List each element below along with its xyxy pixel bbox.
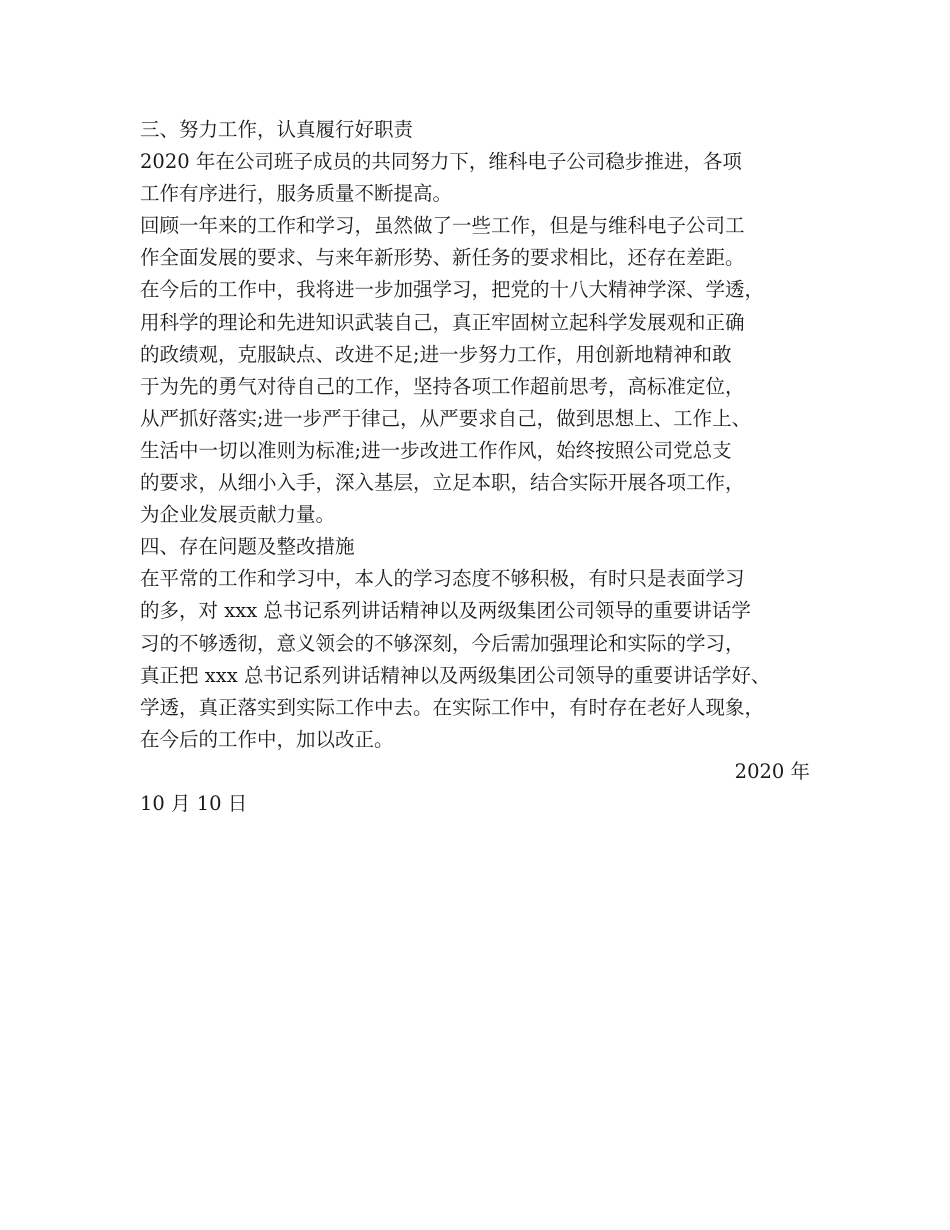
section-heading-3: 三、努力工作，认真履行好职责 bbox=[140, 118, 414, 141]
paragraph-line: 的要求，从细小入手，深入基层，立足本职，结合实际开展各项工作， bbox=[140, 471, 745, 495]
paragraph-line: 真正把 xxx 总书记系列讲话精神以及两级集团公司领导的重要讲话学好、 bbox=[140, 663, 771, 687]
section-heading-4: 四、存在问题及整改措施 bbox=[140, 535, 355, 559]
paragraph-line: 用科学的理论和先进知识武装自己，真正牢固树立起科学发展观和正确 bbox=[140, 310, 745, 334]
paragraph-line: 2020 年在公司班子成员的共同努力下，维科电子公司稳步推进，各项 bbox=[140, 150, 742, 174]
paragraph-line: 工作有序进行，服务质量不断提高。 bbox=[140, 182, 453, 206]
paragraph-line: 为企业发展贡献力量。 bbox=[140, 503, 336, 527]
date-day: 10 月 10 日 bbox=[140, 791, 248, 815]
paragraph-line: 在今后的工作中，我将进一步加强学习，把党的十八大精神学深、学透， bbox=[140, 278, 765, 302]
paragraph-line: 的多，对 xxx 总书记系列讲话精神以及两级集团公司领导的重要讲话学 bbox=[140, 599, 751, 623]
paragraph-line: 在平常的工作和学习中，本人的学习态度不够积极，有时只是表面学习 bbox=[140, 567, 745, 591]
paragraph-line: 在今后的工作中，加以改正。 bbox=[140, 727, 394, 751]
paragraph-line: 的政绩观，克服缺点、改进不足;进一步努力工作，用创新地精神和敢 bbox=[140, 342, 732, 366]
paragraph-line: 于为先的勇气对待自己的工作，坚持各项工作超前思考，高标准定位， bbox=[140, 374, 745, 398]
date-year: 2020 年 bbox=[734, 759, 810, 783]
paragraph-line: 学透，真正落实到实际工作中去。在实际工作中，有时存在老好人现象， bbox=[140, 695, 765, 719]
document-body bbox=[140, 114, 820, 820]
paragraph-line: 生活中一切以准则为标准;进一步改进工作作风，始终按照公司党总支 bbox=[140, 438, 732, 462]
paragraph-line: 回顾一年来的工作和学习，虽然做了一些工作，但是与维科电子公司工 bbox=[140, 214, 745, 238]
paragraph-line: 习的不够透彻，意义领会的不够深刻，今后需加强理论和实际的学习， bbox=[140, 631, 745, 655]
paragraph-line: 作全面发展的要求、与来年新形势、新任务的要求相比，还存在差距。 bbox=[140, 246, 745, 270]
paragraph-line: 从严抓好落实;进一步严于律己，从严要求自己，做到思想上、工作上、 bbox=[140, 406, 752, 430]
